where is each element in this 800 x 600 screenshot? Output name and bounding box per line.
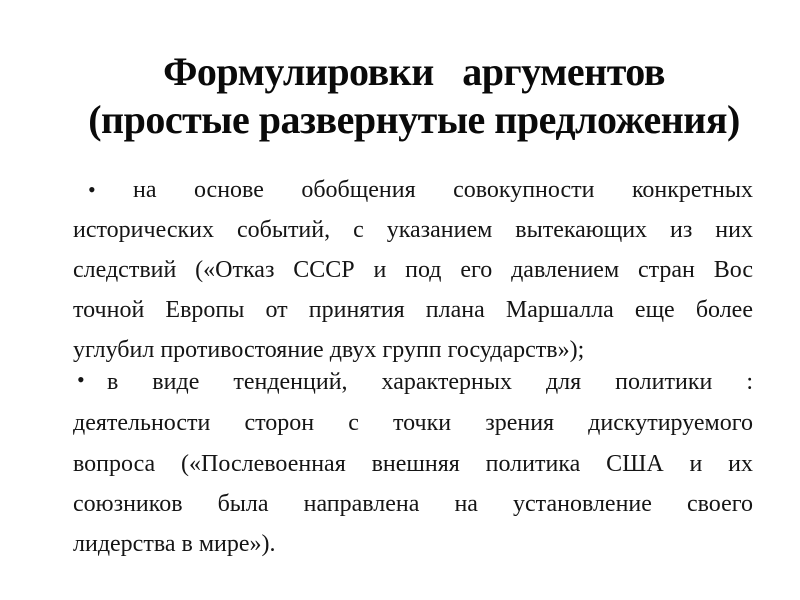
bullet-1-line-4: точной Европы от принятия плана Маршалла еще более	[73, 297, 753, 323]
bullet-1-line-1: на основе обобщения совокупности конкретных	[133, 177, 753, 203]
bullet-2-line-3: вопроса («Послевоенная внешняя политика США и их	[73, 451, 753, 477]
bullet-marker-1: •	[88, 177, 96, 202]
slide-title-line-1: Формулировки аргументов	[163, 49, 665, 94]
bullet-2-line-4: союзников была направлена на установление своего	[73, 491, 753, 517]
bullet-2-line-2: деятельности сторон с точки зрения дискутируемого	[73, 410, 753, 436]
slide-title-line-2: (простые развернутые предложения)	[88, 97, 740, 142]
bullet-marker-2: •	[77, 367, 85, 392]
bullet-2-line-1: в виде тенденций, характерных для политики :	[107, 369, 753, 395]
bullet-2-line-5: лидерства в мире»).	[73, 531, 276, 557]
bullet-1-line-5: углубил противостояние двух групп государств»);	[73, 337, 585, 363]
bullet-1-line-2: исторических событий, с указанием вытекающих из них	[73, 217, 753, 243]
bullet-1-line-3: следствий («Отказ СССР и под его давлением стран Вос	[73, 257, 753, 283]
